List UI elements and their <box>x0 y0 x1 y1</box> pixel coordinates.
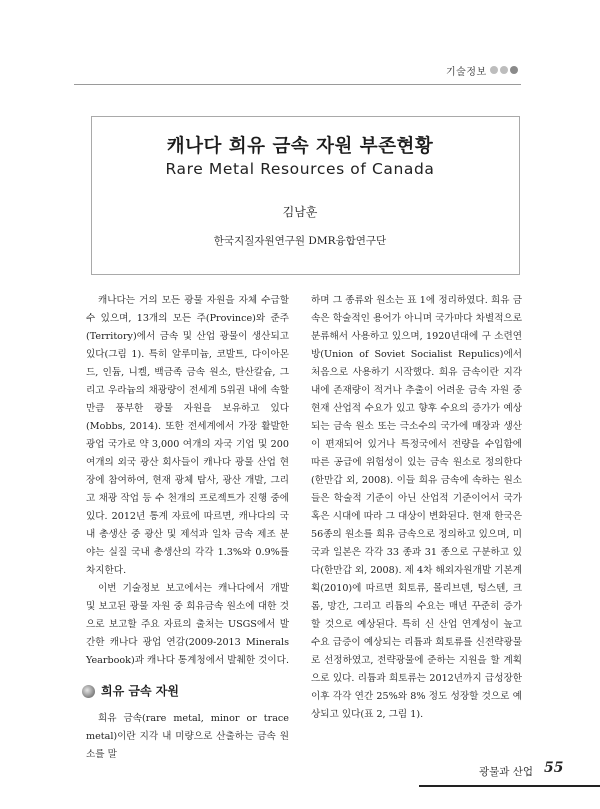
bullet-icon <box>82 685 95 698</box>
section-heading <box>82 682 289 700</box>
section-heading-text: 희유 금속 자원 <box>101 684 179 698</box>
decorative-dots <box>490 66 518 74</box>
footer-rule <box>419 785 600 787</box>
right-column <box>311 292 522 724</box>
left-column <box>86 292 289 764</box>
section-tag: 기술정보 <box>446 67 487 78</box>
dot-icon <box>510 66 518 74</box>
title-english: Rare Metal Resources of Canada <box>165 160 435 178</box>
paragraph: 하며 그 종류와 원소는 표 1에 정리하였다. 희유 금속은 학술적인 용어가 아니며 국가마다 차별적으로 분류해서 사용하고 있으며, 1920년대에 구 소련연방(Union of Soviet Socialist Repulics)에서 처음으로 사용하기 시작했다. 희유 금속이란 지각 내에 존재량이 적거나 추출이 어려운 금속 자원 중 현재 산업적 수요가 있고 향후 수요의 증가가 예상되는 금속 원소 또는 극소수의 국가에 매장과 생산이 편재되어 있거나 특정국에서 전량을 수입함에 따른 공급에 위험성이 있는 금속 원소로 정의한다(한만갑 외, 2008). 이들 희유 금속에 속하는 원소들은 학술적 기준이 아닌 산업적 기준이어서 국가 혹은 시대에 따라 그 대상이 변화된다. 현재 한국은 56종의 원소를 희유 금속으로 정의하고 있으며, 미국과 일본은 각각 33 종과 31 종으로 구분하고 있다(한만갑 외, 2008). 제 4차 해외자원개발 기본계획(2010)에 따르면 회토류, 몰리브덴, 텅스텐, 크롬, 망간, 그리고 리튬의 수요는 매년 꾸준히 증가할 것으로 예상된다. 특히 신 산업 연계성이 높고 수요 급증이 예상되는 리튬과 희토류를 신전략광물로 선정하였고, 전략광물에 준하는 지원을 할 계획으로 있다. 리튬과 희토류는 2012년까지 급성장한 이후 각각 연간 25%와 8% 정도 성장할 것으로 예상되고 있다(표 2, 그림 1). <box>311 295 522 720</box>
dot-icon <box>490 66 498 74</box>
affiliation: 한국지질자원연구원 DMR융합연구단 <box>213 235 387 247</box>
author: 김남훈 <box>282 205 318 219</box>
paragraph: 캐나다는 거의 모든 광물 자원을 자체 수급할 수 있으며, 13개의 모든 주(Province)와 준주(Territory)에서 금속 및 산업 광물이 생산되고 있다(그림 1). 특히 알루미늄, 코발트, 다이아몬드, 인듐, 니켈, 백금족 금속 원소, 탄산칼슘, 그리고 우라늄의 채광량이 전세계 5위권 내에 속할만큼 풍부한 광물 자원을 보유하고 있다(Mobbs, 2014). 또한 전세계에서 가장 활발한 광업 국가로 약 3,000 여개의 자국 기업 및 200여개의 외국 광산 회사들이 캐나다 광물 산업 현장에 참여하여, 현재 광체 탐사, 광산 개발, 그리고 채광 작업 등 수 천개의 프로젝트가 진행 중에 있다. 2012년 통계 자료에 따르면, 캐나다의 국내 총생산 중 광산 및 제석과 일차 금속 제조 분야는 실질 국내 총생산의 각각 1.3%와 0.9%를 차지한다. <box>86 295 289 576</box>
header-rule <box>74 84 521 85</box>
title-korean: 캐나다 희유 금속 자원 부존현황 <box>166 136 434 157</box>
paragraph: 희유 금속(rare metal, minor or trace metal)이란 지각 내 미량으로 산출하는 금속 원소를 말 <box>86 713 289 760</box>
paragraph: 이번 기술정보 보고에서는 캐나다에서 개발 및 보고된 광물 자원 중 희유금속 원소에 대한 것으로 보고할 주요 자료의 출처는 USGS에서 발간한 캐나다 광업 연감(2009-2013 Minerals Yearbook)과 캐나다 통계청에서 발췌한 것이다. <box>86 583 289 666</box>
page-number: 55 <box>544 760 564 776</box>
journal-name: 광물과 산업 <box>479 766 534 778</box>
dot-icon <box>500 66 508 74</box>
